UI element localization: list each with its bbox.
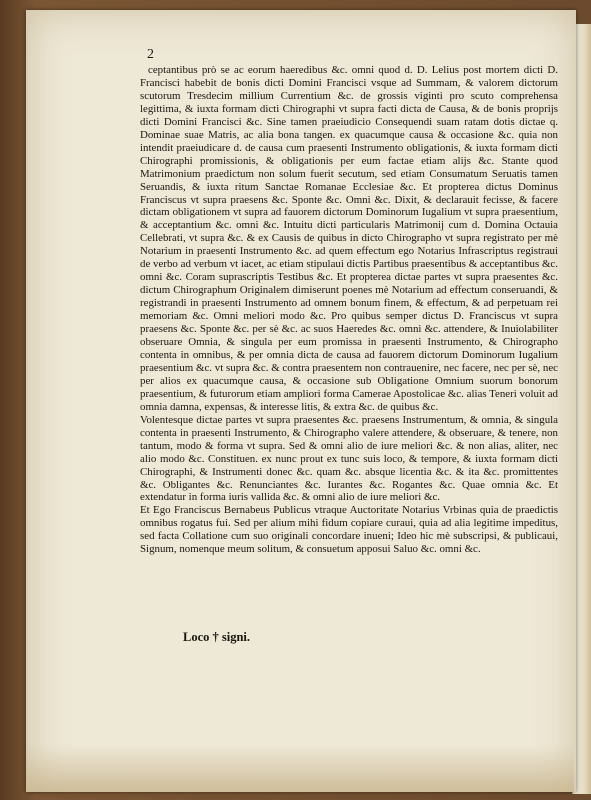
- paragraph-main: ceptantibus prò se ac eorum haeredibus &c. omni quod d. D. Lelius post mortem dicti D. Francisci habebit de bonis dicti Domini Francisci vsque ad Summam, & valorem dictorum scutorum Tresdecim millium Currentium &c. de grossis viginti pro scuto comprehensa legittima, & iuxta formam dicti Chirographi vt supra facti dicta de Causa, & de bonis proprijs dicti Domini Francisci &c. Sine tamen praeiudicio Consequendi suam ratam dotis dictae q. Dominae suae Matris, ac alia bona tangen. ex quacumque causa & occasione &c. quia non intendit praeiudicare d. de causa cum praesenti Instrumento obligationis, & iuxta formam dicti Chirographi promissionis, & obligationis per eum factae etiam alijs &c. Stante quod Matrimonium praedictum non solum fuerit secutum, sed etiam Consumatum Seruatis tamen Seruandis, & iuxta ritum Sanctae Romanae Ecclesiae &c. Et propterea dictus Dominus Franciscus vt supra praesens &c. Sponte &c. Omni &c. Dixit, & declarauit fecisse, & facere dictam obligationem vt supra ad fauorem dictorum Dominorum Iugalium vt supra praesentium, & acceptantium &c. omni &c. Intuitu dicti particularis Matrimonij cum d. Domina Octauia Cellebrati, vt supra &c. & ex Causis de quibus in dicto Chirographo vt supra registrato per mè Notarium in praesenti Instrumento &c. ad quem effectum ego Notarius Infrascriptus registraui de verbo ad verbum vt iacet, ac etiam stipulaui dictis Partibus praesentibus & acceptantibus &c. omni &c. Coram suprascriptis Testibus &c. Et propterea dictae partes vt supra praesentes &c. dictum Chirographum Originalem dimiserunt poenes mè Notarium ad effectum conseruandi, & registrandi in praesenti Instrumento ad omnem bonum finem, & effectum, & ad perpetuam rei memoriam &c. Omni meliori modo &c. Pro quibus semper dictus D. Franciscus vt supra praesens &c. Sponte &c. per sè &c. ac suos Haeredes &c. omni &c. attendere, & Inuiolabiliter obseruare Omnia, & singula per eum promissa in praesenti Instrumento, & Chirographo contenta in omnibus, & per omnia dicta de causa ad fauorem dictorum Dominorum Iugalium praesentium &c. vt supra &c. & contra praesentem non contrauenire, nec facere, nec per sè, nec per alios ex quacumque causa, & occasione sub Obligatione Omnium suorum bonorum praesentium, & futurorum etiam ampliori forma Camerae Apostolicae &c. alias Teneri voluit ad omnia damna, expensas, & interesse litis, & extra &c. de quibus &c.: [140, 64, 558, 413]
- page-fold-shadow: [26, 745, 574, 792]
- page-number: 2: [147, 47, 154, 62]
- document-body: [140, 64, 558, 556]
- paragraph-clauses: Volentesque dictae partes vt supra praesentes &c. praesens Instrumentum, & omnia, & singula contenta in praesenti Instrumento, & Chirographo valere attendere, & obseruare, & tenere, non tantum, modo & forma vt supra. Sed & omni alio de iure meliori &c. & non alias, aliter, nec alio modo &c. Constituen. ex nunc prout ex tunc suis loco, & tempore, & iuxta formam dicti Chirographi, & Instrumenti donec &c. quam &c. absque licentia &c. & ita &c. promittentes &c. Obligantes &c. Renunciantes &c. Iurantes &c. Rogantes &c. Quae omnia &c. Et extendatur in forma iuris vallida &c. & omni alio de iure meliori &c.: [140, 413, 558, 504]
- paragraph-notary-attestation: Et Ego Franciscus Bernabeus Publicus vtraque Auctoritate Notarius Vrbinas quia de praedictis omnibus rogatus fui. Sed per alium mihi fidum copiare curaui, quia ad alia legitime impeditus, sed facta Collatione cum suo originali concordare inueni; Ideo hic mè subscripsi, & publicaui, Signum, nomenque meum solitum, & consuetum apposui Saluo &c. omni &c.: [140, 504, 558, 556]
- notary-signum: Loco † signi.: [183, 630, 251, 644]
